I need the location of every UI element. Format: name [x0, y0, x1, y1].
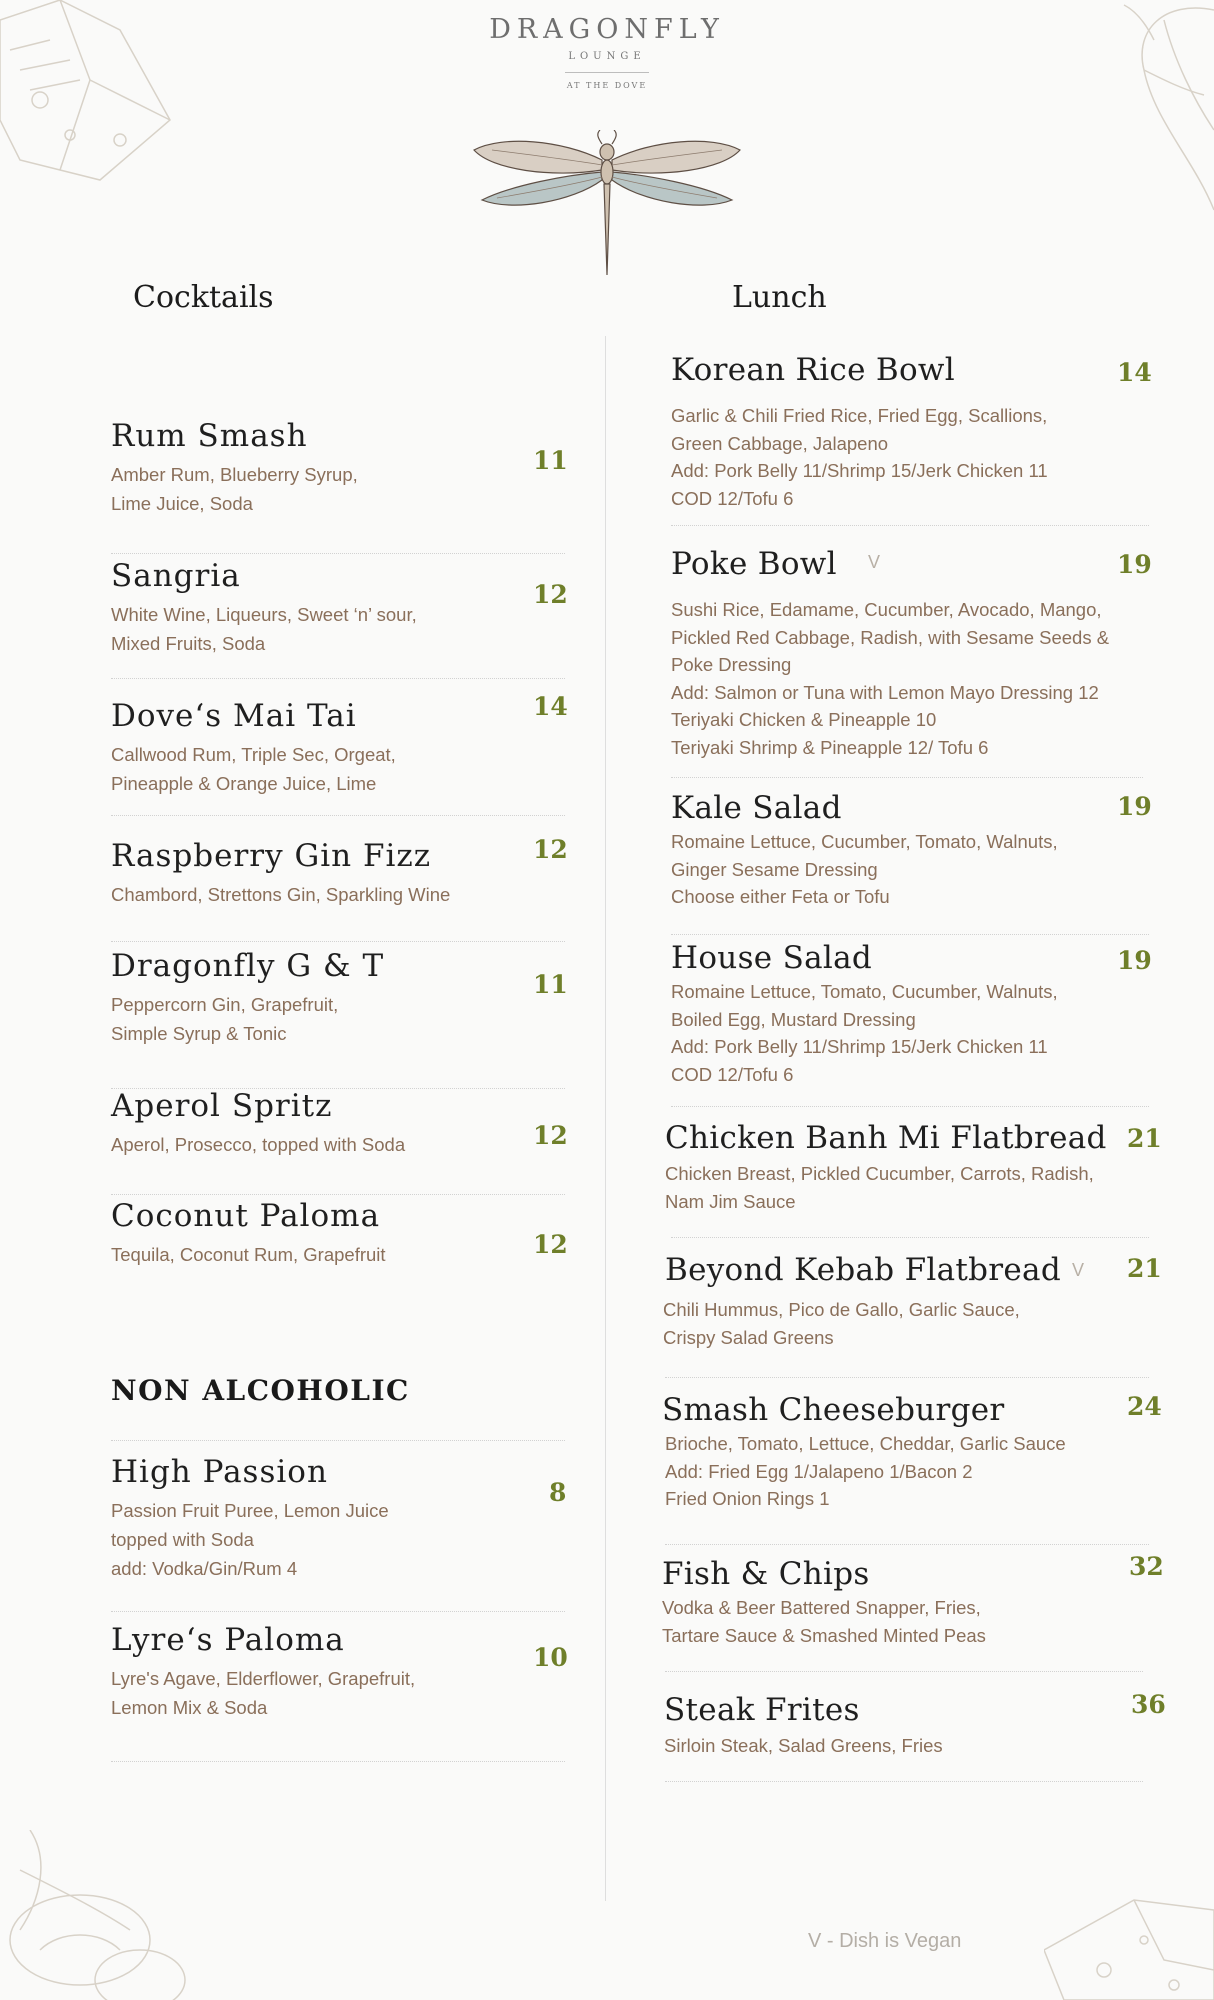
cheese-wedge-engraving-icon	[1044, 1890, 1214, 2000]
menu-item	[111, 698, 396, 798]
item-separator	[111, 1761, 565, 1762]
vegan-legend: V - Dish is Vegan	[808, 1930, 962, 1952]
menu-item	[671, 352, 1048, 512]
item-name: Lyre‘s Paloma	[111, 1622, 345, 1658]
menu-item	[671, 546, 1109, 761]
brand-header	[0, 14, 1214, 90]
item-price: 12	[533, 580, 568, 609]
item-separator	[111, 1194, 565, 1195]
vegan-mark: V	[868, 552, 881, 572]
menu-item	[111, 418, 358, 518]
item-description: Callwood Rum, Triple Sec, Orgeat, Pineapple & Orange Juice, Lime	[111, 744, 396, 794]
menu-item	[111, 558, 417, 658]
item-name: Raspberry Gin Fizz	[111, 838, 432, 874]
item-price: 14	[533, 692, 568, 721]
item-separator	[665, 1671, 1143, 1672]
item-description: Chicken Breast, Pickled Cucumber, Carrots, Radish, Nam Jim Sauce	[665, 1163, 1094, 1212]
item-separator	[671, 1237, 1149, 1238]
item-name: House Salad	[671, 940, 873, 976]
item-name: Kale Salad	[671, 790, 842, 826]
item-separator	[671, 525, 1149, 526]
item-price: 11	[533, 970, 568, 999]
item-description: Vodka & Beer Battered Snapper, Fries, Tartare Sauce & Smashed Minted Peas	[662, 1597, 986, 1646]
item-name: Poke Bowl	[671, 546, 837, 582]
item-separator	[111, 553, 565, 554]
item-name: High Passion	[111, 1454, 328, 1490]
vegan-mark: V	[1072, 1260, 1085, 1280]
olives-engraving-icon	[0, 1830, 190, 2000]
item-name: Dove‘s Mai Tai	[111, 698, 357, 734]
item-description: Chili Hummus, Pico de Gallo, Garlic Sauce, Crispy Salad Greens	[663, 1299, 1020, 1348]
item-name: Coconut Paloma	[111, 1198, 381, 1234]
dragonfly-icon	[472, 130, 742, 280]
menu-item	[111, 1198, 386, 1269]
item-description: Peppercorn Gin, Grapefruit, Simple Syrup & Tonic	[111, 994, 339, 1044]
item-description: Sirloin Steak, Salad Greens, Fries	[664, 1735, 943, 1756]
item-description: Lyre's Agave, Elderflower, Grapefruit, Lemon Mix & Soda	[111, 1668, 416, 1718]
item-separator	[671, 934, 1149, 935]
item-description: Passion Fruit Puree, Lemon Juice topped with Soda add: Vodka/Gin/Rum 4	[111, 1500, 389, 1579]
item-price: 19	[1117, 946, 1152, 975]
menu-item	[664, 1692, 943, 1760]
lunch-heading: Lunch	[732, 280, 827, 315]
item-price: 19	[1117, 792, 1152, 821]
item-price: 8	[549, 1478, 567, 1507]
item-separator	[671, 1106, 1149, 1107]
item-name: Fish & Chips	[662, 1556, 870, 1592]
menu-item	[671, 790, 1058, 911]
item-description: Sushi Rice, Edamame, Cucumber, Avocado, Mango, Pickled Red Cabbage, Radish, with Sesame Seeds & Poke Dressing Add: Salmon or Tuna with Lemon Mayo Dressing 12 Teriyaki Chicken & Pineapple 10 Teriyaki Shrimp & Pineapple 12/ Tofu 6	[671, 599, 1110, 758]
menu-item	[662, 1556, 986, 1649]
brand-title: DRAGONFLY	[489, 14, 725, 45]
item-price: 21	[1127, 1124, 1162, 1153]
item-name: Rum Smash	[111, 418, 308, 454]
menu-item	[665, 1120, 1107, 1215]
item-name: Steak Frites	[664, 1692, 860, 1728]
item-price: 19	[1117, 550, 1152, 579]
item-separator	[665, 1781, 1143, 1782]
item-description: Romaine Lettuce, Tomato, Cucumber, Walnuts, Boiled Egg, Mustard Dressing Add: Pork Belly 11/Shrimp 15/Jerk Chicken 11 COD 12/Tofu 6	[671, 981, 1058, 1085]
menu-item	[111, 1454, 389, 1583]
item-price: 24	[1127, 1392, 1162, 1421]
item-name: Beyond Kebab Flatbread	[665, 1252, 1061, 1288]
item-description: Romaine Lettuce, Cucumber, Tomato, Walnuts, Ginger Sesame Dressing Choose either Feta or Tofu	[671, 831, 1058, 907]
menu-item	[111, 948, 384, 1048]
menu-item	[111, 1622, 415, 1722]
menu-item	[111, 1088, 405, 1159]
item-description: Tequila, Coconut Rum, Grapefruit	[111, 1244, 386, 1265]
item-description: Chambord, Strettons Gin, Sparkling Wine	[111, 884, 451, 905]
brand-subtitle: LOUNGE	[568, 51, 646, 62]
item-separator	[665, 1544, 1149, 1545]
item-name: Aperol Spritz	[111, 1088, 333, 1124]
item-description: White Wine, Liqueurs, Sweet ‘n’ sour, Mixed Fruits, Soda	[111, 604, 417, 654]
item-separator	[111, 941, 565, 942]
item-price: 12	[533, 1230, 568, 1259]
menu-item	[662, 1392, 1066, 1513]
item-separator	[665, 1377, 1149, 1378]
non-alcoholic-heading: NON ALCOHOLIC	[111, 1374, 410, 1407]
brand-location: AT THE DOVE	[566, 81, 648, 90]
item-description: Aperol, Prosecco, topped with Soda	[111, 1134, 406, 1155]
item-description: Brioche, Tomato, Lettuce, Cheddar, Garlic Sauce Add: Fried Egg 1/Jalapeno 1/Bacon 2 Fried Onion Rings 1	[665, 1433, 1066, 1509]
item-separator	[111, 815, 565, 816]
item-price: 10	[533, 1643, 568, 1672]
item-price: 14	[1117, 358, 1152, 387]
item-name: Dragonfly G & T	[111, 948, 385, 984]
item-description: Garlic & Chili Fried Rice, Fried Egg, Scallions, Green Cabbage, Jalapeno Add: Pork Belly 11/Shrimp 15/Jerk Chicken 11 COD 12/Tofu 6	[671, 405, 1048, 509]
item-price: 12	[533, 835, 568, 864]
item-description: Amber Rum, Blueberry Syrup, Lime Juice, Soda	[111, 464, 358, 514]
item-name: Sangria	[111, 558, 241, 594]
item-price: 32	[1129, 1552, 1164, 1581]
item-name: Korean Rice Bowl	[671, 352, 955, 388]
brand-divider	[565, 72, 649, 73]
item-separator	[111, 1611, 565, 1612]
menu-item	[671, 940, 1058, 1088]
item-price: 21	[1127, 1254, 1162, 1283]
item-price: 12	[533, 1121, 568, 1150]
cocktails-heading: Cocktails	[133, 280, 274, 315]
column-divider	[605, 336, 606, 1901]
item-separator	[111, 1440, 565, 1441]
item-separator	[671, 777, 1143, 778]
item-price: 36	[1131, 1690, 1166, 1719]
menu-item	[665, 1252, 1061, 1351]
item-separator	[111, 678, 565, 679]
item-name: Smash Cheeseburger	[662, 1392, 1005, 1428]
item-name: Chicken Banh Mi Flatbread	[665, 1120, 1107, 1156]
menu-item	[111, 838, 450, 909]
item-price: 11	[533, 446, 568, 475]
